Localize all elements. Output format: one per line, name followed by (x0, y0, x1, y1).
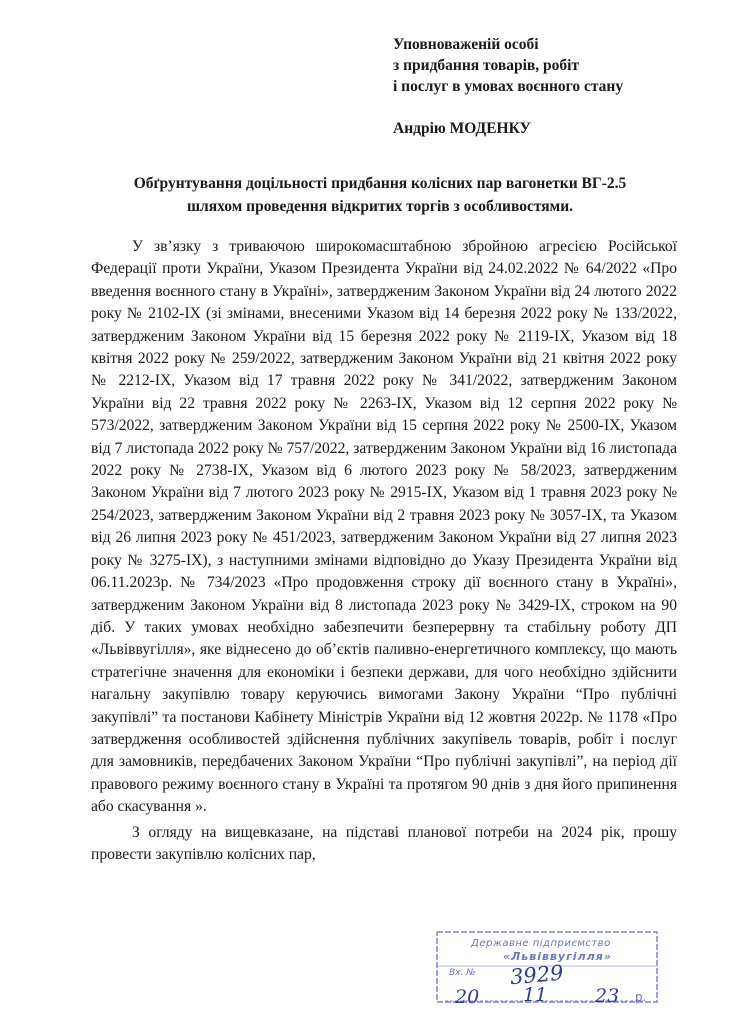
stamp-year-suffix: р. (635, 990, 647, 1004)
stamp-year: 23 (595, 985, 620, 1007)
addressee-line-1: Уповноваженій особі (393, 36, 539, 53)
addressee-line-3: і послуг в умовах воєнного стану (393, 78, 624, 95)
document-body (91, 236, 677, 866)
stamp-org-line: Державне підприємство (471, 938, 611, 949)
stamp-day: 20 (455, 986, 480, 1008)
title-line-1: Обґрунтування доцільності придбання колісних пар вагонетки ВГ-2.5 (133, 175, 627, 192)
document-title (60, 172, 700, 218)
addressee-name: Андрію МОДЕНКУ (393, 120, 531, 137)
addressee-line-2: з придбання товарів, робіт (393, 57, 580, 74)
body-paragraph-2: З огляду на вищевказане, на підставі планової потреби на 2024 рік, прошу провести закупівлю колісних пар, (91, 823, 677, 863)
stamp-month: 11 (523, 984, 548, 1006)
body-paragraph-1: У зв’язку з триваючою широкомасштабною збройною агресією Російської Федерації проти України, Указом Президента України від 24.02.2022 № 64/2022 «Про введення воєнного стану в Україні», затвердженим Законом України від 24 лютого 2022 року № 2102-IX (зі змінами, внесеними Указом від 14 березня 2022 року № 133/2022, затвердженим Законом України від 15 березня 2022 року № 2119-IX, Указом від 18 квітня 2022 року № 259/2022, затвердженим Законом України від 21 квітня 2022 року № 2212-IX, Указом від 17 травня 2022 року № 341/2022, затвердженим Законом України від 22 травня 2022 року № 2263-IX, Указом від 12 серпня 2022 року № 573/2022, затвердженим Законом України від 15 серпня 2022 року № 2500-IX, Указом від 7 листопада 2022 року № 757/2022, затвердженим Законом України від 16 листопада 2022 року № 2738-IX, Указом від 6 лютого 2023 року № 58/2023, затвердженим Законом України від 7 лютого 2023 року № 2915-IX, Указом від 1 травня 2023 року № 254/2023, затвердженим Законом України від 2 травня 2023 року № 3057-IX, та Указом від 26 липня 2023 року № 451/2023, затвердженим Законом України від 27 липня 2023 року № 3275-IX), з наступними змінами відповідно до Указу Президента України від 06.11.2023р. № 734/2023 «Про продовження строку дії воєнного стану в Україні», затвердженим Законом України від 8 листопада 2023 року № 3429-IX, строком на 90 діб. У таких умовах необхідно забезпечити безперервну та стабільну роботу ДП «Львіввугілля», яке віднесено до об’єктів паливно-енергетичного комплексу, що мають стратегічне значення для економіки і безпеки держави, для чого необхідно здійснити нагальну закупівлю товару керуючись вимогами Закону України “Про публічні закупівлі” та постанови Кабінету Міністрів України від 12 жовтня 2022р. № 1178 «Про затвердження особливостей здійснення публічних закупівель товарів, робіт і послуг для замовників, передбачених Законом України “Про публічні закупівлі”, на період дії правового режиму воєнного стану в Україні та протягом 90 днів з дня його припинення або скасування ». (91, 238, 677, 816)
title-line-2: шляхом проведення відкритих торгів з особливостями. (186, 198, 574, 215)
registration-stamp (435, 930, 660, 1006)
stamp-incoming-label: Вх. № (449, 968, 476, 978)
stamp-org-name: «Львіввугілля» (503, 950, 612, 963)
stamp-registration-number: 3929 (509, 960, 565, 990)
addressee-block (393, 34, 623, 139)
